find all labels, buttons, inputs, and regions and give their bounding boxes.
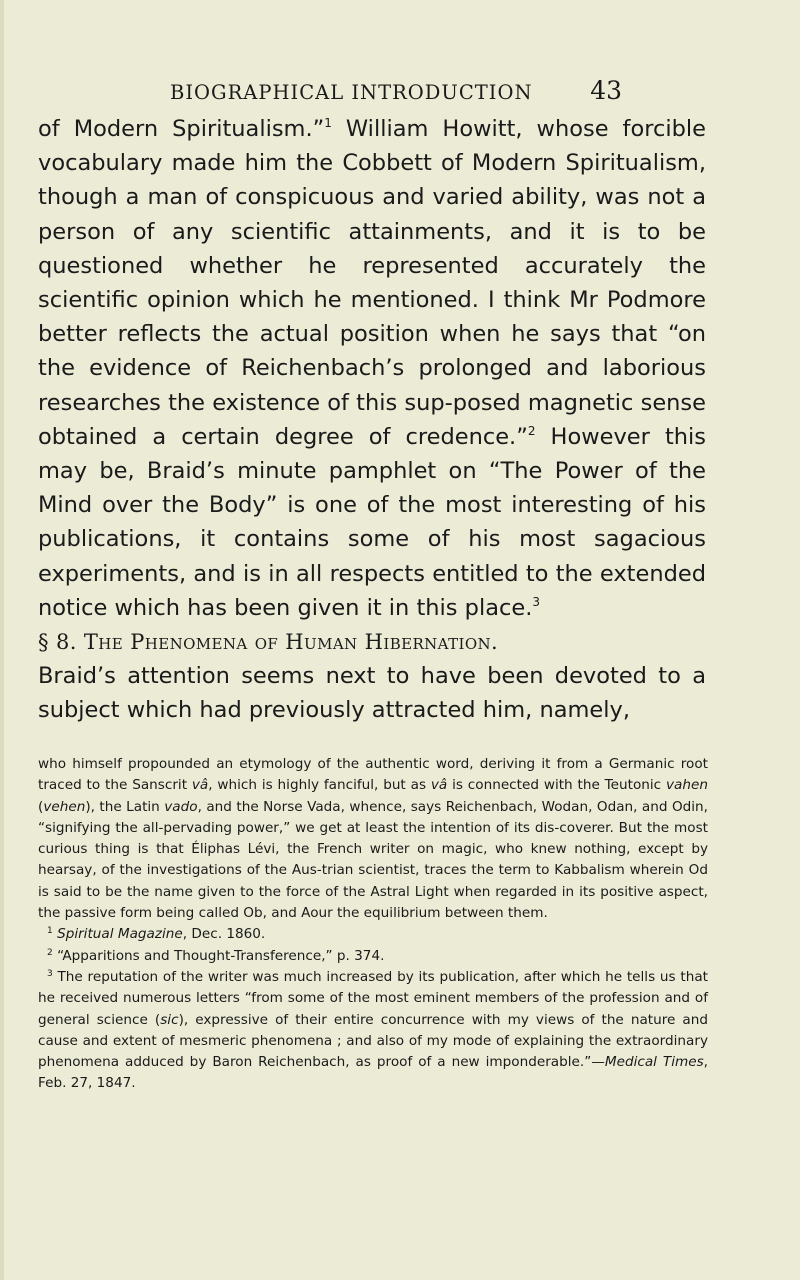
continued-note	[38, 754, 708, 924]
italic-run: vâ	[191, 777, 209, 794]
italic-run: vado	[164, 798, 198, 815]
footnote-number: 3	[47, 968, 53, 979]
text-run: (	[38, 798, 44, 815]
footnote-text: , Dec. 1860.	[182, 926, 266, 943]
page-number: 43	[590, 76, 622, 105]
footnote-number: 1	[47, 926, 53, 937]
footnote-text: The reputation of the writer was much increased by its publication, after which he tells us that he received numerous letters “from some of the most eminent members of the profession and of general science (	[38, 968, 708, 1028]
footnote-ref-3: 3	[532, 594, 540, 609]
footnote-1	[38, 924, 708, 945]
page-edge	[0, 0, 4, 1280]
footnote-3	[38, 967, 708, 1095]
footnote-ref-1: 1	[324, 116, 332, 130]
journal-title: Spiritual Magazine	[57, 926, 183, 943]
text-run: However this may be, Braid’s minute pamphlet on “The Power of the Mind over the Body” is one of the most interesting of his publications, it contains some of his most sagacious experiments, and is in all respects entitled to the extended notice which has been given it in this place.	[38, 423, 707, 621]
section-heading	[38, 625, 706, 659]
paragraph-1	[38, 112, 706, 625]
footnote-text: “Apparitions and Thought-Transference,” p. 374.	[57, 947, 385, 964]
notes-block	[38, 754, 708, 1095]
page-header	[60, 76, 622, 105]
running-title: BIOGRAPHICAL INTRODUCTION	[170, 81, 533, 104]
journal-title: Medical Times	[604, 1054, 704, 1071]
section-number: § 8.	[38, 630, 77, 655]
text-run: , which is highly fanciful, but as	[208, 777, 431, 794]
footnote-number: 2	[47, 947, 53, 958]
footnote-text: ), expressive of their entire concurrence with my views of the nature and cause and extent of mesmeric phenomena ; and also of my mode of explaining the extraordinary phenomena adduced by Baron Reichenbach, as proof of a new imponderable.”—	[38, 1011, 709, 1071]
text-run: of Modern Spiritualism.”	[38, 116, 325, 142]
paragraph-2	[38, 659, 706, 727]
italic-run: vahen	[666, 777, 708, 794]
italic-run: vâ	[430, 777, 448, 794]
italic-run: sic	[160, 1011, 179, 1028]
text-run: who himself propounded an etymology of the authentic word, deriving it from a Germanic root traced to the Sanscrit	[38, 756, 708, 794]
footnote-2	[38, 946, 708, 967]
text-run: ), the Latin	[85, 798, 165, 815]
italic-run: vehen	[43, 798, 86, 815]
section-title: The Phenomena of Human Hibernation.	[83, 630, 499, 655]
footnote-ref-2: 2	[527, 423, 536, 438]
text-run: , and the Norse Vada, whence, says Reichenbach, Wodan, Odan, and Odin, “signifying the all-pervading power,” we get at least the intention of its dis-coverer. But the most curious thing is that Éliphas Lévi, the French writer on magic, who knew nothing, except by hearsay, of the investigations of the Aus-trian scientist, traces the term to Kabbalism wherein Od is said to be the name given to the force of the Astral Light when regarded in its positive aspect, the passive form being called Ob, and Aour the equilibrium between them.	[38, 798, 708, 922]
footnote-text: , Feb. 27, 1847.	[38, 1054, 708, 1092]
text-run: William Howitt, whose forcible vocabulary made him the Cobbett of Modern Spiritualism, though a man of conspicuous and varied ability, was not a person of any scientific attainments, and it is to be questioned whether he represented accurately the scientific opinion which he mentioned. I think Mr Podmore better reflects the actual position when he says that “on the evidence of Reichenbach’s prolonged and laborious researches the existence of this sup-posed magnetic sense obtained a certain degree of credence.”	[38, 116, 706, 450]
text-run: is connected with the Teutonic	[447, 777, 666, 794]
main-text	[38, 112, 706, 727]
text-run: Braid’s attention seems next to have been devoted to a subject which had previously attracted him, namely,	[38, 663, 706, 724]
